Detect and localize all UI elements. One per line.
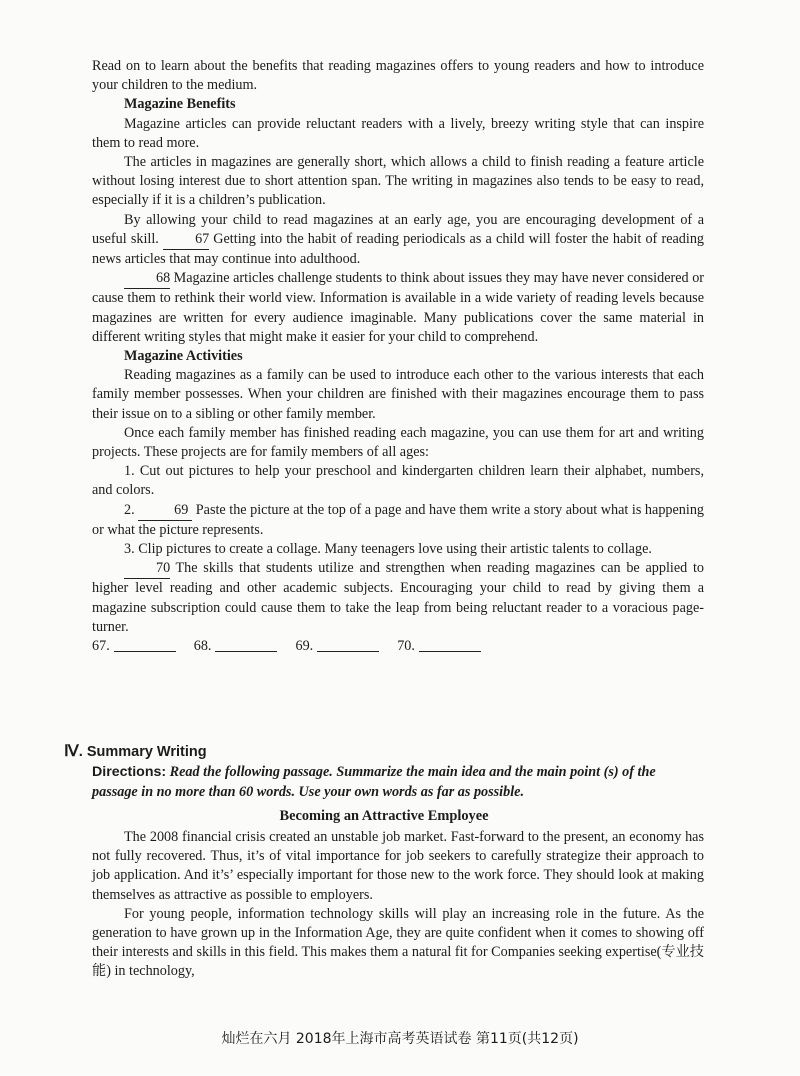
benefits-paragraph-1: Magazine articles can provide reluctant readers with a lively, breezy writing style that can inspire them to read more. [92, 115, 704, 151]
closing-paragraph [92, 559, 704, 637]
activity-item-2-number: 2. [124, 501, 135, 518]
reading-passage [92, 57, 704, 656]
benefits-paragraph-4 [92, 269, 704, 347]
section-numeral: Ⅳ [64, 743, 79, 760]
blank-68[interactable]: 68 [124, 269, 170, 289]
answer-line-69[interactable] [317, 637, 379, 652]
activities-paragraph-2: Once each family member has finished reading each magazine, you can use them for art and writing projects. These projects are for family members of all ages: [92, 424, 704, 461]
activity-item-2 [92, 501, 704, 540]
b4-text: Magazine articles challenge students to think about issues they may have never considered or cause them to rethink their world view. Information is available in a wide variety of reading levels because magazines are written for every audience imaginable. Many publications cover the same material in different writing styles that might make it easier for your child to comprehend. [92, 270, 705, 345]
benefits-paragraph-3 [92, 211, 704, 270]
blank-70[interactable]: 70 [124, 559, 170, 579]
answer-label-68: 68. [193, 638, 212, 655]
page-footer: 灿烂在六月 2018年上海市高考英语试卷 第11页(共12页) [221, 1031, 579, 1047]
answer-line-67[interactable] [114, 637, 176, 652]
directions-label: Directions: [92, 764, 167, 780]
summary-section [64, 742, 704, 982]
summary-paragraph-2: For young people, information technology skills will play an increasing role in the future. As the generation to have grown up in the Information Age, they are quite confident when it comes to showing off their interests and skills in this field. This makes them a natural fit for Companies seeking expertise(专业技能) in technology, [92, 905, 704, 980]
directions [92, 762, 704, 802]
directions-text: Read the following passage. Summarize the main idea and the main point (s) of the passage in no more than 60 words. Use your own words as far as possible. [92, 764, 656, 800]
activities-paragraph-1: Reading magazines as a family can be used to introduce each other to the various interests that each family member possesses. When your children are finished with their magazines encourage them to pass their issue on to a sibling or other family member. [92, 367, 704, 422]
activities-heading: Magazine Activities [124, 348, 243, 365]
answer-line-68[interactable] [215, 637, 277, 652]
section-title-text: . Summary Writing [78, 744, 207, 760]
blank-69[interactable]: 69 [138, 501, 192, 521]
bleed-through [40, 60, 43, 75]
blank-67[interactable]: 67 [163, 230, 209, 250]
section-title [64, 742, 704, 762]
b3-text-post: Getting into the habit of reading periodicals as a child will foster the habit of reading news articles that may continue into adulthood. [92, 230, 705, 268]
closing-text: The skills that students utilize and strengthen when reading magazines can be applied to higher level reading and other academic subjects. Encouraging your child to read by giving them a magazine subscription could cause them to take the leap from being reluctant reader to a voracious page-turner. [92, 560, 705, 635]
activity-item-3: 3. Clip pictures to create a collage. Many teenagers love using their artistic talents to collage. [124, 541, 652, 558]
answer-label-70: 70. [397, 638, 415, 655]
benefits-heading: Magazine Benefits [124, 96, 236, 113]
answer-line-70[interactable] [419, 637, 481, 652]
answer-row [92, 637, 704, 656]
benefits-paragraph-2: The articles in magazines are generally short, which allows a child to finish reading a feature article without losing interest due to short attention span. The writing in magazines also tends to be easy to read, especially if it is a children’s publication. [92, 154, 704, 209]
b3-text-pre: By allowing your child to read magazines at an early age, you are encouraging development of a useful skill. [92, 211, 704, 247]
activity-item-2-text: Paste the picture at the top of a page and have them write a story about what is happening or what the picture represents. [92, 501, 705, 538]
summary-paragraph-1: The 2008 financial crisis created an unstable job market. Fast-forward to the present, an economy has not fully recovered. Thus, it’s of vital importance for job seekers to carefully strategize their approach to job application. And it’s’ especially important for those new to the work force. They should look at making themselves as attractive as possible to employers. [92, 829, 704, 903]
answer-label-69: 69. [295, 638, 314, 655]
summary-passage [92, 828, 704, 982]
intro-paragraph: Read on to learn about the benefits that reading magazines offers to young readers and how to introduce your children to the medium. [92, 58, 704, 94]
summary-passage-title: Becoming an Attractive Employee [279, 808, 489, 824]
activity-item-1: 1. Cut out pictures to help your preschool and kindergarten children learn their alphabet, numbers, and colors. [92, 463, 704, 499]
answer-label-67: 67. [92, 638, 110, 655]
